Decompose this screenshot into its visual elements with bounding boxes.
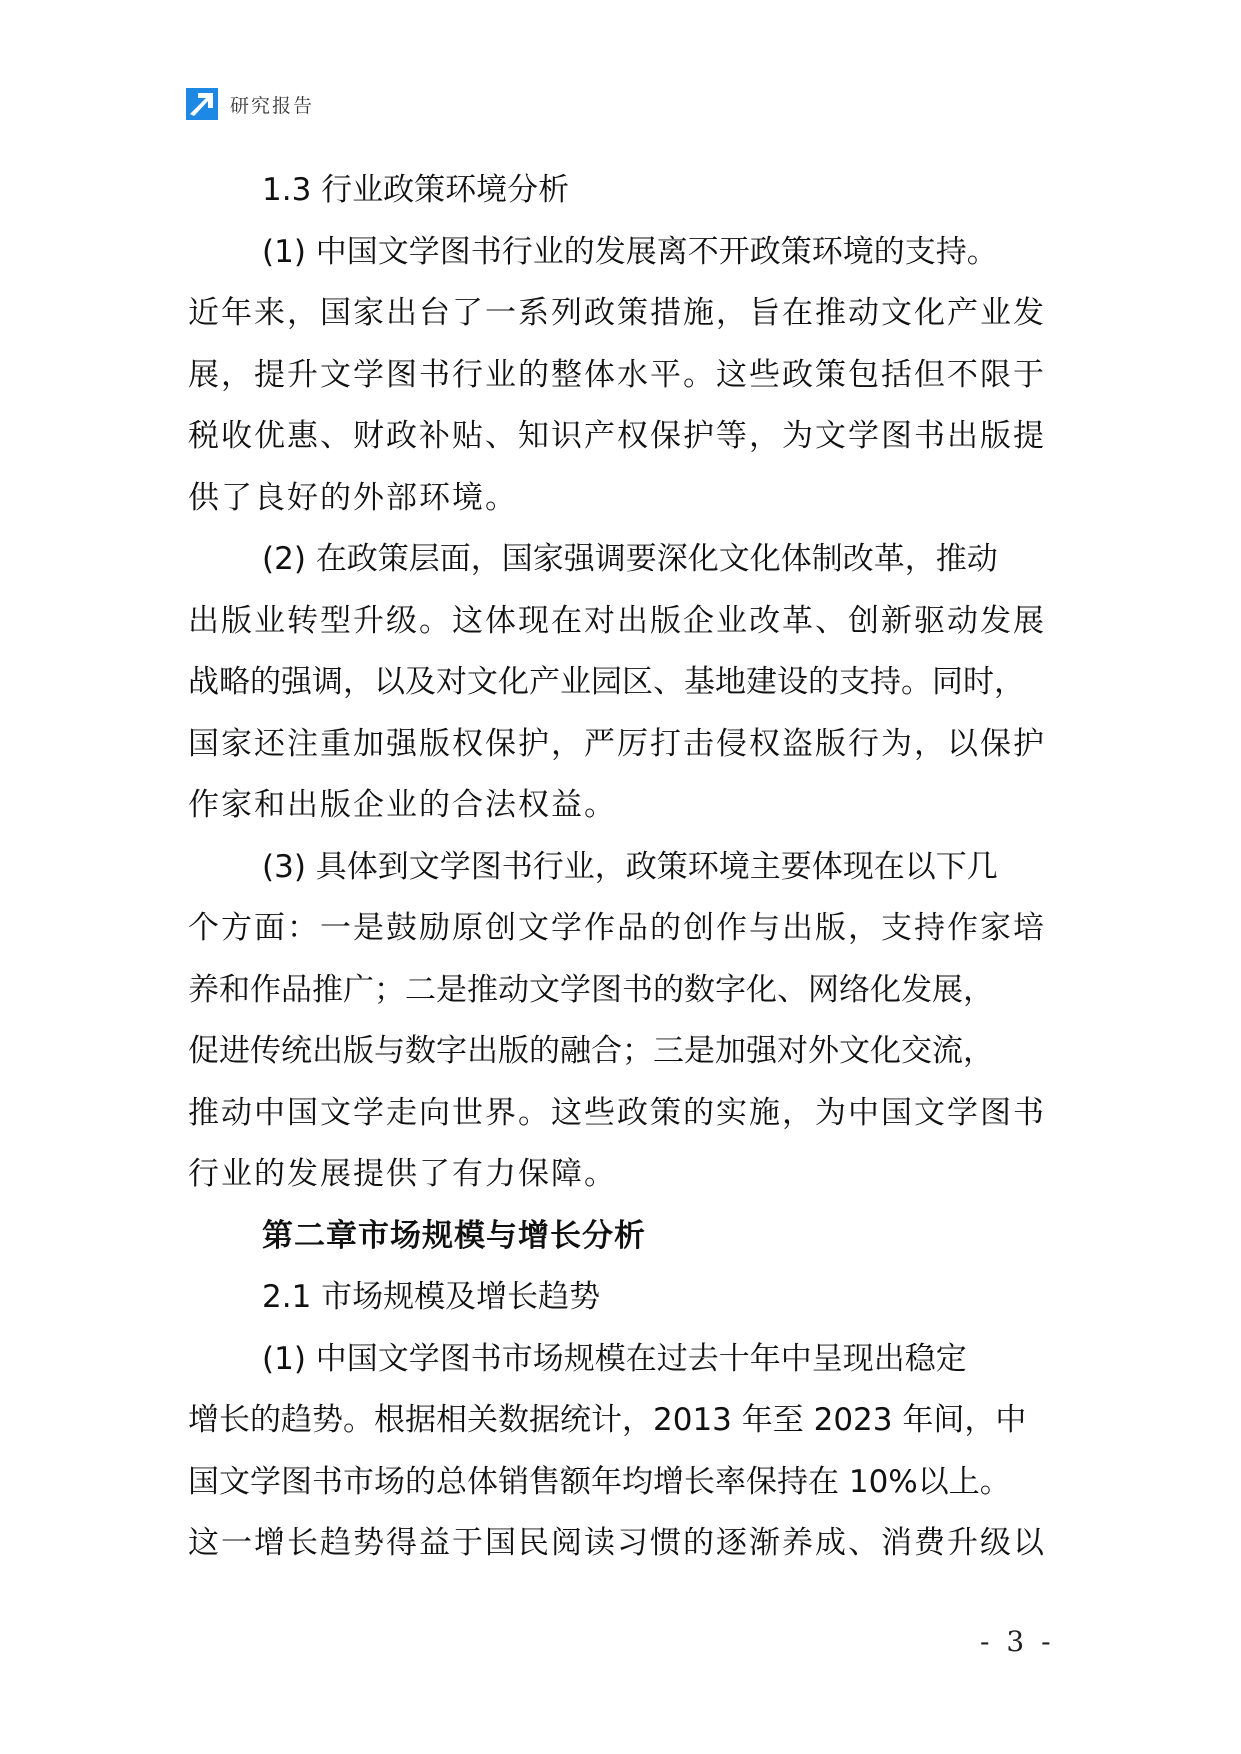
document-body: [188, 160, 1068, 1575]
section-heading-2-1: 2.1 市场规模及增长趋势: [262, 1279, 601, 1315]
paragraph-line: 税收优惠、财政补贴、知识产权保护等，为文学图书出版提: [188, 418, 1046, 454]
paragraph-line: 国文学图书市场的总体销售额年均增长率保持在 10%以上。: [188, 1463, 1011, 1500]
paragraph-line: (2) 在政策层面，国家强调要深化文化体制改革，推动: [262, 541, 998, 577]
paragraph-line: 这一增长趋势得益于国民阅读习惯的逐渐养成、消费升级以: [188, 1525, 1046, 1561]
paragraph-line: 个方面：一是鼓励原创文学作品的创作与出版，支持作家培: [188, 910, 1046, 946]
paragraph-line: 近年来，国家出台了一系列政策措施，旨在推动文化产业发: [188, 295, 1046, 331]
chapter-heading: 第二章市场规模与增长分析: [262, 1217, 646, 1254]
section-heading-1-3: 1.3 行业政策环境分析: [262, 172, 570, 208]
paragraph-line: 养和作品推广；二是推动文学图书的数字化、网络化发展，: [188, 971, 994, 1008]
page-header: [186, 86, 314, 122]
paragraph-line: (1) 中国文学图书行业的发展离不开政策环境的支持。: [262, 233, 998, 270]
paragraph-line: 行业的发展提供了有力保障。: [188, 1156, 617, 1192]
paragraph-line: 战略的强调，以及对文化产业园区、基地建设的支持。同时，: [188, 664, 1025, 700]
paragraph-line: 国家还注重加强版权保护，严厉打击侵权盗版行为，以保护: [188, 725, 1046, 762]
arrow-logo-icon: [186, 88, 218, 120]
paragraph-line: 供了良好的外部环境。: [188, 479, 518, 516]
paragraph-line: 作家和出版企业的合法权益。: [188, 787, 617, 823]
paragraph-line: 增长的趋势。根据相关数据统计，2013 年至 2023 年间，中: [188, 1402, 1027, 1438]
page-number: - 3 -: [980, 1625, 1055, 1658]
header-title: 研究报告: [230, 94, 315, 117]
paragraph-line: 推动中国文学走向世界。这些政策的实施，为中国文学图书: [188, 1094, 1046, 1131]
paragraph-line: 促进传统出版与数字出版的融合；三是加强对外文化交流，: [188, 1033, 994, 1069]
paragraph-line: 出版业转型升级。这体现在对出版企业改革、创新驱动发展: [188, 602, 1046, 639]
paragraph-line: (1) 中国文学图书市场规模在过去十年中呈现出稳定: [262, 1340, 967, 1377]
paragraph-line: (3) 具体到文学图书行业，政策环境主要体现在以下几: [262, 848, 998, 885]
paragraph-line: 展，提升文学图书行业的整体水平。这些政策包括但不限于: [188, 356, 1046, 393]
